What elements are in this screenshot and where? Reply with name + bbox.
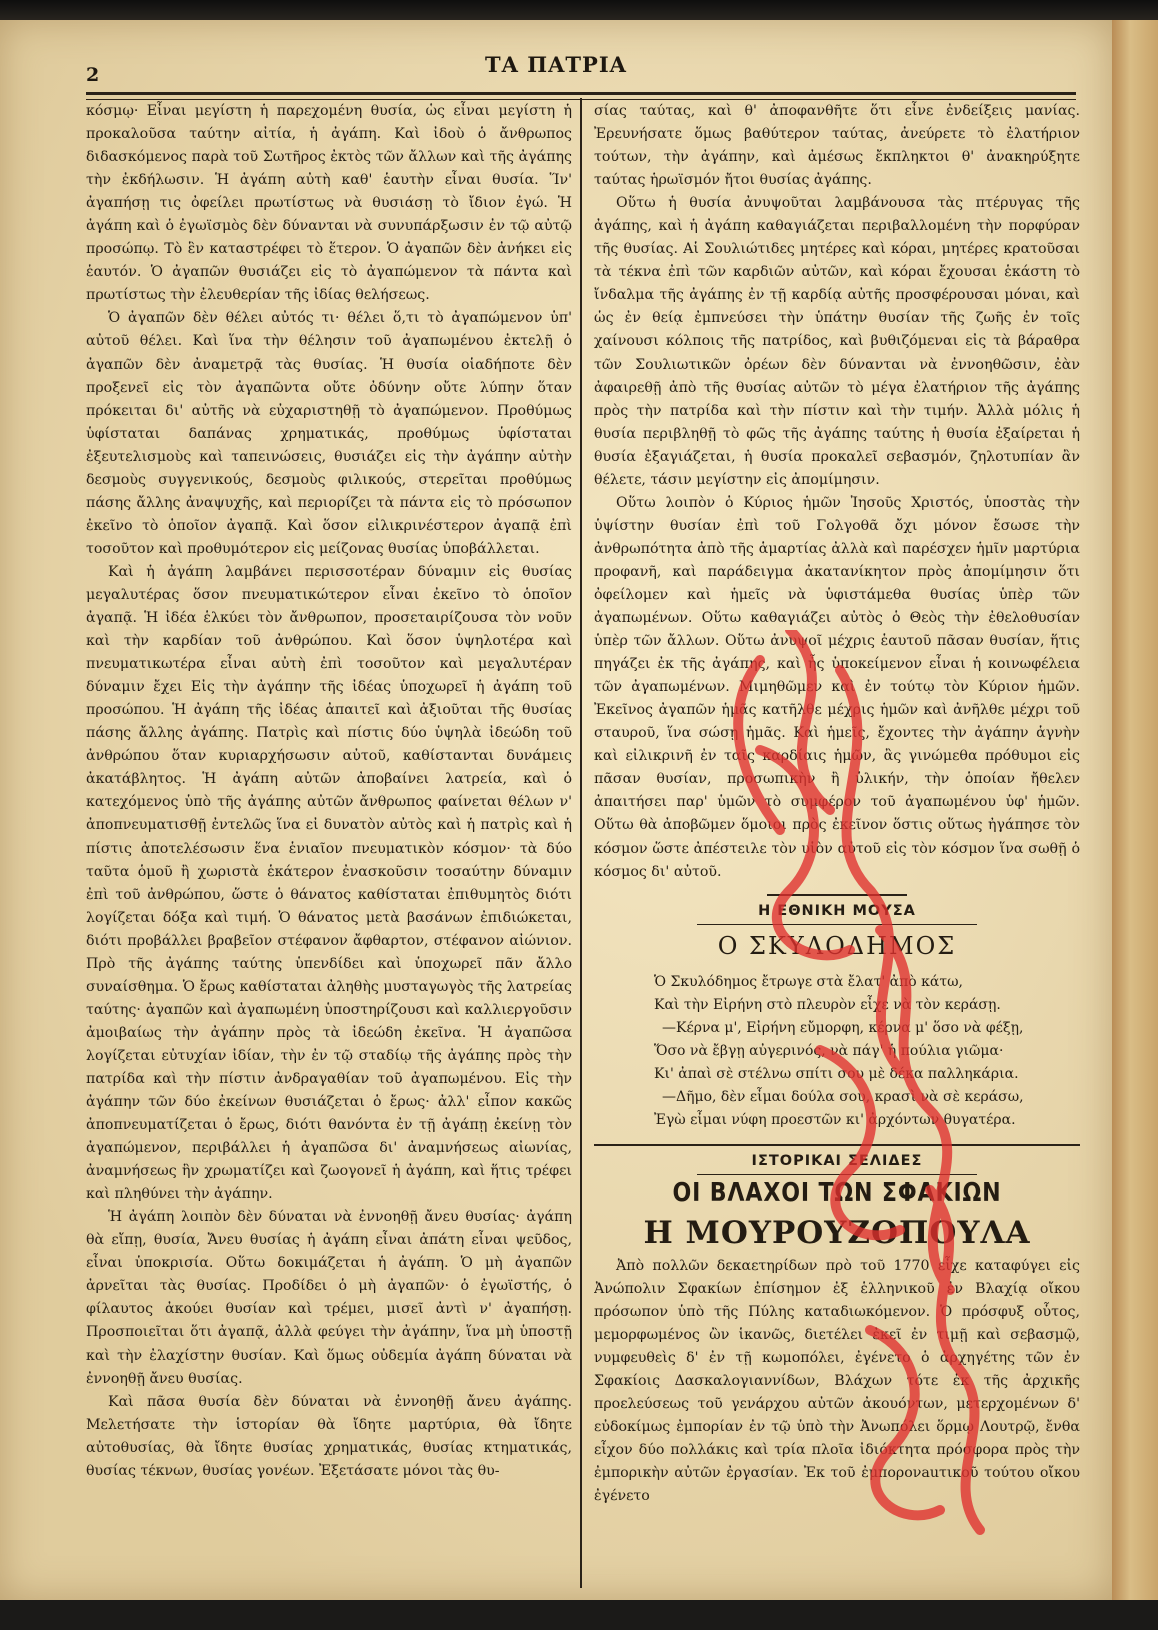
paragraph: Οὕτω ἡ θυσία ἀνυψοῦται λαμβάνουσα τὰς πτέρυγας τῆς ἀγάπης, καὶ ἡ ἀγάπη καθαγιάζεται περιβαλλομένη τὴν πορφύραν τῆς θυσίας. Αἱ Σουλιώτιδες μητέρες καὶ κόραι, μητέρες κρατοῦσαι τὰ τέκνα ἐπὶ τῶν καρδιῶν αὐτῶν, καὶ κόραι ἔχουσαι ἑκάστη τὸ ἴνδαλμα τῆς ἀγάπης ἐν τῇ καρδίᾳ αὐτῆς προσφέρουσαι μόναι, καὶ ὡς ἐν θείᾳ ἐμπνεύσει τὴν ὑπάτην θυσίαν τῆς ζωῆς ἐν τοῖς χαίνουσι κόλποις τῆς πατρίδος, καὶ βυθιζόμεναι εἰς τὰ βάραθρα τῶν Σουλιωτικῶν ὀρέων δὲν δύνανται νὰ ἐννοηθῶσιν, ἐὰν ἀφαιρεθῇ ἀπὸ τῆς θυσίας αὐτῶν τὸ μέγα ἐλατήριον τῆς ἀγάπης πρὸς τὴν πατρίδα καὶ τὴν πίστιν καὶ τὴν τιμήν. Ἀλλὰ μόλις ἡ θυσία περιβληθῇ τὸ φῶς τῆς ἀγάπης ταύτης ἡ θυσία ἐξαίρεται ἡ θυσία ἐξαγιάζεται, ἡ θυσία προκαλεῖ σεβασμόν, ζηλοτυπίαν ἂν θέλετε, τάσιν μεγίστην εἰς ἀπομίμησιν. [594, 195, 1080, 488]
column-rule [580, 98, 582, 1588]
paragraph: σίας ταύτας, καὶ θ' ἀποφανθῆτε ὅτι εἶνε ἐνδείξεις μανίας. Ἐρευνήσατε ὅμως βαθύτερον ταύτας, ἀνεύρετε τὸ ἐλατήριον τούτων, τὴν ἀγάπην, καὶ ἀμέσως ἔκπληκτοι θ' ἀνακηρύξητε ταύτας ἡρωϊσμόν ἤτοι θυσίας ἀγάπης. [594, 103, 1080, 189]
masthead-title: ΤΑ ΠΑΤΡΙΑ [485, 52, 627, 77]
history-kicker: ΙΣΤΟΡΙΚΑΙ ΣΕΛΙΔΕΣ [751, 1152, 923, 1169]
right-column [594, 100, 1080, 1585]
poem-kicker: Η ΕΘΝΙΚΗ ΜΟΥΣΑ [758, 902, 916, 919]
page-number: 2 [86, 64, 100, 86]
paragraph: κόσμῳ· Εἶναι μεγίστη ἡ παρεχομένη θυσία, ὡς εἶναι μεγίστη ἡ προκαλοῦσα ταύτην αἰτία, ἡ ἀγάπη. Καὶ ἰδοὺ ὁ ἄνθρωπος διδασκόμενος παρὰ τοῦ Σωτῆρος ἐκτὸς τῶν ἄλλων καὶ τῆς ἀγάπης τὴν ἐκδήλωσιν. Ἡ ἀγάπη αὐτὴ καθ' ἑαυτὴν εἶναι θυσία. Ἵν' ἀγαπήσῃ τις ὀφείλει πρωτίστως νὰ θυσιάσῃ τὸ ἴδιον ἐγώ. Ἡ ἀγάπη καὶ ὁ ἐγωϊσμὸς δὲν δύνανται νὰ συνυπάρξωσιν ἐν τῷ αὐτῷ προσώπῳ. Τὸ ἓν καταστρέφει τὸ ἕτερον. Ὁ ἀγαπῶν δὲν ἀνήκει εἰς ἑαυτόν. Ὁ ἀγαπῶν θυσιάζει εἰς τὸ ἀγαπώμενον τὰ πάντα καὶ πρωτίστως τὴν ἐλευθερίαν τῆς ἰδίας θελήσεως. [86, 103, 572, 304]
poem-line: Κι' ἀπαὶ σὲ στέλνω σπίτι σου μὲ δέκα παλληκάρια. [654, 1065, 1019, 1082]
poem-line: Ἐγὼ εἶμαι νύφη προεστῶν κι' ἀρχόντων θυγατέρα. [654, 1111, 1016, 1128]
poem-line: Καὶ τὴν Εἰρήνη στὸ πλευρὸν εἶχε νὰ τὸν κεράσῃ. [654, 996, 1001, 1013]
section-divider [594, 1144, 1080, 1146]
poem-line: —Δῆμο, δὲν εἶμαι δούλα σου, κρασὶ νὰ σὲ κεράσω, [662, 1088, 1024, 1105]
paragraph: Ἡ ἀγάπη λοιπὸν δὲν δύναται νὰ ἐννοηθῇ ἄνευ θυσίας· ἀγάπη θὰ εἴπῃ, θυσία, Ἄνευ θυσίας ἡ ἀγάπη εἶναι ἀπάτη εἶναι ψεῦδος, εἶναι ὑποκρισία. Οὕτω δοκιμάζεται ἡ ἀγάπη. Ὁ μὴ ἀγαπῶν ἀρνεῖται τὰς θυσίας. Προδίδει ὁ μὴ ἀγαπῶν· ὁ ἐγωϊστής, ὁ φίλαυτος ἀκούει θυσίαν καὶ τρέμει, μισεῖ ἀντὶ ν' ἀγαπήσῃ. Προσποιεῖται ὅτι ἀγαπᾷ, ἀλλὰ φεύγει τὴν ἀγάπην, ἵνα μὴ ὑποστῇ καὶ τὴν ἐλαχίστην θυσίαν. Καὶ ὅμως οὐδεμία ἀγάπη δύναται νὰ ἐννοηθῇ ἄνευ θυσίας. [86, 1209, 572, 1387]
paragraph: Ὁ ἀγαπῶν δὲν θέλει αὐτός τι· θέλει ὅ,τι τὸ ἀγαπώμενον ὑπ' αὐτοῦ θέλει. Καὶ ἵνα τὴν θέλησιν τοῦ ἀγαπωμένου ἐκτελῇ ὁ ἀγαπῶν δὲν ἀναμετρᾷ τὰς θυσίας. Ἡ θυσία οἱαδήποτε δὲν προξενεῖ εἰς τὸν ἀγαπῶντα οὔτε ὀδύνην οὔτε λύπην ὅταν πρόκειται δι' αὐτῆς νὰ εὐχαριστηθῇ τὸ ἀγαπώμενον. Προθύμως ὑφίσταται δαπάνας χρηματικάς, προθύμως ὑφίσταται ἐξευτελισμοὺς καὶ ταπεινώσεις, θυσιάζει εἰς τὴν ἀγάπην αὐτὴν δεσμοὺς συγγενικούς, δεσμοὺς φιλικούς, στερεῖται προθύμως πάσης ἄλλης ἀναψυχῆς, καὶ περιορίζει τὰ πάντα εἰς τὸ πρόσωπον ἐκεῖνο τὸ ὁποῖον ἀγαπᾷ. Καὶ ὅσον εἰλικρινέστερον ἀγαπᾷ ἐπὶ τοσοῦτον καὶ προθυμότερον εἰς μείζονας θυσίας ὑποβάλλεται. [86, 310, 572, 557]
kicker-underline [697, 924, 977, 925]
paragraph: Καὶ πᾶσα θυσία δὲν δύναται νὰ ἐννοηθῇ ἄνευ ἀγάπης. Μελετήσατε τὴν ἱστορίαν θὰ ἴδητε μαρτύρια, θὰ ἴδητε αὐτοθυσίας, θὰ ἴδητε θυσίας χρηματικάς, θυσίας κτηματικάς, θυσίας τέκνων, θυσίας γονέων. Ἐξετάσατε μόνοι τὰς θυ- [86, 1393, 572, 1479]
poem-line: Ὅσο νὰ ἔβγῃ αὐγερινός, νὰ πάγ' ἡ πούλια γιῶμα· [654, 1042, 1004, 1059]
scan-top-border [0, 0, 1158, 22]
left-column [86, 100, 572, 1585]
poem-body [654, 971, 1080, 1132]
poem-line: —Κέρνα μ', Εἰρήνη εὔμορφη, κέρνα μ' ὅσο νὰ φέξῃ, [662, 1019, 1024, 1036]
poem-title: Ο ΣΚΥΛΟΔΗΜΟΣ [717, 931, 957, 960]
paragraph: Οὕτω λοιπὸν ὁ Κύριος ἡμῶν Ἰησοῦς Χριστός, ὑποστὰς τὴν ὑψίστην θυσίαν ἐπὶ τοῦ Γολγοθᾶ ὄχι μόνον ἔσωσε τὴν ἀνθρωπότητα ἀπὸ τῆς ἁμαρτίας ἀλλὰ καὶ παρέσχεν ἡμῖν μαρτύρια προφανῆ, καὶ παράδειγμα ἀκατανίκητον πρὸς ἀπομίμησιν ὅτι ὀφείλομεν καὶ ἡμεῖς νὰ ὑφιστάμεθα θυσίας ὑπὲρ τῶν ἀγαπωμένων. Οὕτω καθαγιάζει αὐτὸς ὁ Θεὸς τὴν ἐθελοθυσίαν ὑπὲρ τῶν ἄλλων. Οὕτω ἀνυψοῖ μέχρις ἑαυτοῦ πᾶσαν θυσίαν, ἥτις πηγάζει ἐκ τῆς ἀγάπης, καὶ ἧς ὑποκείμενον εἶναι ἡ κοινωφέλεια τῶν ἀγαπωμένων. Μιμηθῶμεν καὶ ἐν τούτῳ τὸν Κύριον ἡμῶν. Ἐκεῖνος ἀγαπῶν ἡμᾶς κατῆλθε μέχρις ἡμῶν καὶ ἀνῆλθε μέχρι τοῦ σταυροῦ, ἵνα σώσῃ ἡμᾶς. Καὶ ἡμεῖς, ἔχοντες τὴν ἀγάπην ἁγνὴν καὶ εἰλικρινῆ ἐν ταῖς καρδίαις ἡμῶν, ἂς γινώμεθα πρόθυμοι εἰς πᾶσαν θυσίαν, προσωπικὴν ἢ ὑλικήν, τὴν ὁποίαν ἤθελεν ἀπαιτήσει παρ' ὑμῶν τὸ συμφέρον τοῦ ἀγαπωμένου ὑφ' ἡμῶν. Οὕτω θὰ ἀποβῶμεν ὅμοιοι πρὸς ἐκεῖνον ὅστις οὕτως ἠγάπησε τὸν κόσμον ὥστε ἀπέστειλε τὸν υἱὸν αὐτοῦ εἰς τὸν κόσμον ἵνα σωθῇ ὁ κόσμος δι' αὐτοῦ. [594, 494, 1080, 880]
paragraph: Καὶ ἡ ἀγάπη λαμβάνει περισσοτέραν δύναμιν εἰς θυσίας μεγαλυτέρας ὅσον πνευματικώτερον εἶναι ἐκεῖνο τὸ ὁποῖον ἀγαπᾷ. Ἡ ἰδέα ἑλκύει τὸν ἄνθρωπον, προσεταιρίζουσα τὸν νοῦν καὶ τὴν καρδίαν τοῦ ἀνθρώπου. Καὶ ὅσον ὑψηλοτέρα καὶ πνευματικωτέρα εἶναι αὐτὴ ἐπὶ τοσοῦτον καὶ μεγαλυτέραν δύναμιν ἔχει Εἰς τὴν ἀγάπην τῆς ἰδέας ὑποχωρεῖ ἡ ἀγάπη τοῦ προσώπου. Ἡ ἀγάπη τῆς ἰδέας ἀπαιτεῖ καὶ ἀξιοῦται τῆς θυσίας πάσης ἄλλης ἀγάπης. Πατρὶς καὶ πίστις δύο ὑψηλὰ ἰδεώδη τοῦ ἀνθρώπου ὅταν κυριαρχήσωσιν αὐτοῦ, καθίστανται δυνάμεις ἀκατάβλητος. Ἡ ἀγάπη αὐτῶν ἀποβαίνει λατρεία, καὶ ὁ κατεχόμενος ὑπὸ τῆς ἀγάπης αὐτῶν ἄνθρωπος φαίνεται θέλων ν' ἀποπνευματισθῇ ἐντελῶς ἵνα εἰ δυνατὸν αὐτὸς καὶ ἡ πατρὶς καὶ ἡ πίστις ἀποτελέσωσιν ἕνα ἑνιαῖον πνευματικὸν κόσμον· τὰ δύο ταῦτα ὁμοῦ ἢ χωριστὰ ἑκάτερον ἐνασκοῦσιν τοσαύτην δύναμιν ἐπὶ τοῦ ἀνθρώπου, ὥστε ὁ θάνατος καθίσταται ἐπιθυμητὸς διότι λογίζεται δόξα καὶ τιμή. Ὁ θάνατος μετὰ βασάνων ἐπιδιώκεται, διότι προβάλλει βραβεῖον στέφανον ἄφθαρτον, στέφανον αἰώνιον. Πρὸ τῆς ἀγάπης ταύτης ὑπενδίδει καὶ ὑποχωρεῖ πᾶν ἄλλο συναίσθημα. Ὁ ἔρως καθίσταται ἀληθὴς μυσταγωγὸς τῆς λατρείας ταύτης· ἀγαπῶν καὶ ἀγαπωμένη ὑποστηρίζουσι καὶ καλλιεργοῦσιν ἀμοιβαίως τὴν ἀγάπην πρὸς τὰ ἰδεώδη ἐκεῖνα. Ἡ ἀγαπῶσα λογίζεται εὐτυχίαν ἰδίαν, τὴν ἐν τῷ σταδίῳ τῆς ἀγάπης πρὸς τὴν πατρίδα καὶ τὴν πίστιν ἀνδραγαθίαν τοῦ ἀγαπωμένου. Εἰς τὴν ἀγάπην τῶν δύο ἐκείνων θυσιάζεται ὁ ἔρως· ἀλλ' εἶπον κακῶς ἀποπνευματίζεται ὁ ἔρως, διότι θανόντα ἐν τῇ ἀγάπῃ ἐκείνῃ τὸν ἀγαπώμενον, περιβάλλει ἡ ἀγαπῶσα δι' ἀναμνήσεως αἰωνίας, ἀναμνήσεως ἣν χρωματίζει καὶ ζωογονεῖ ἡ ἀγάπη, καὶ ἥτις τρέφει καὶ πληθύνει τὴν ἀγάπην. [86, 563, 572, 1203]
poem-section [594, 894, 1080, 963]
poem-line: Ὁ Σκυλόδημος ἔτρωγε στὰ ἔλατ' ἀπὸ κάτω, [654, 973, 963, 990]
history-subheadline: Η ΜΟΥΡΟΥΖΟΠΟΥΛΑ [643, 1214, 1031, 1251]
history-section [594, 1144, 1080, 1255]
page-header [0, 50, 1112, 86]
section-divider [767, 894, 907, 896]
binding-edge [1112, 20, 1158, 1600]
history-headline: ΟΙ ΒΛΑΧΟΙ ΤΩΝ ΣΦΑΚΙΩΝ [672, 1177, 1002, 1208]
history-paragraph: Ἀπὸ πολλῶν δεκαετηρίδων πρὸ τοῦ 1770 εἶχε καταφύγει εἰς Ἀνώπολιν Σφακίων ἐπίσημον ἐξ ἑλληνικοῦ ἐν Βλαχίᾳ οἴκου πρόσωπον ὑπὸ τῆς Πύλης καταδιωκόμενον. Ὁ πρόσφυξ οὗτος, μεμορφωμένος ὢν ἱκανῶς, διετέλει ἐκεῖ ἐν τιμῇ καὶ σεβασμῷ, νυμφευθεὶς δ' ἐν τῇ κωμοπόλει, ἐγένετο ὁ ἀρχηγέτης τῶν ἐν Σφακίοις Δασκαλογιαννίδων, Βλάχων τότε ἐκ τῆς ἀρχικῆς προελεύσεως τοῦ γενάρχου αὐτῶν ἀκουόντων, μετερχομένων δ' εὐδοκίμως ἐμπορίαν ἐν τῷ ὑπὸ τὴν Ἀνωπόλει ὅρμῳ Λουτρῷ, ἔνθα εἶχον δύο πολλάκις καὶ τρία πλοῖα ἰδιόκτητα πρόσφορα πρὸς τὴν ἐμπορικὴν αὐτῶν ἐργασίαν. Ἐκ τοῦ ἐμπορονauτικοῦ τούτου οἴκου ἐγένετο [594, 1257, 1080, 1505]
